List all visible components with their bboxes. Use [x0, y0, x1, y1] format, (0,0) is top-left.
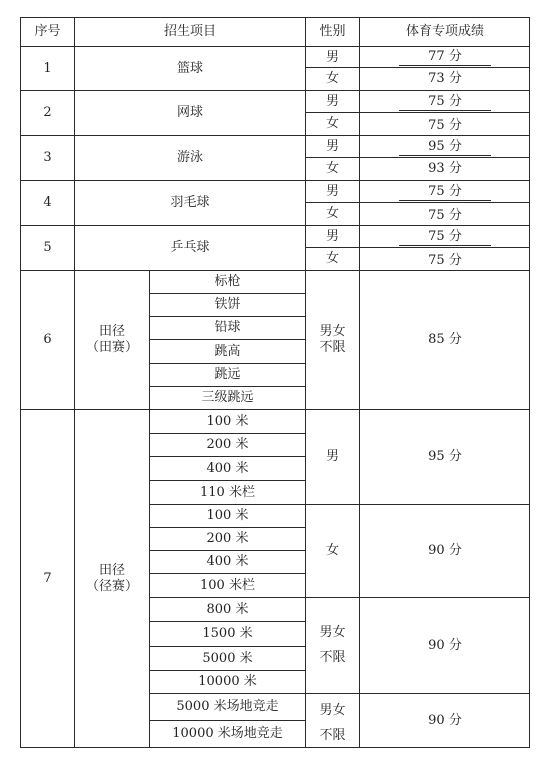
event-cell: 跳远	[214, 367, 241, 383]
item-cell: 乒乓球	[170, 240, 210, 256]
category-cell	[75, 410, 149, 747]
category-cell	[75, 271, 149, 409]
seq-cell: 3	[43, 150, 52, 166]
gender-male: 男	[325, 138, 339, 154]
gender-male: 男	[325, 228, 339, 244]
event-cell: 5000 米场地竞走	[176, 699, 279, 715]
gender-male: 男	[325, 49, 339, 65]
score-male: 77 分	[428, 49, 462, 65]
event-cell: 400 米	[206, 554, 249, 570]
gender-line: 不限	[319, 649, 346, 665]
gender-female: 女	[325, 116, 339, 132]
category-line: 田径	[98, 324, 125, 340]
event-cell: 400 米	[206, 460, 249, 476]
seq-cell: 4	[43, 195, 52, 211]
score-female: 75 分	[428, 253, 462, 269]
score-female: 93 分	[428, 161, 462, 177]
event-cell: 铁饼	[214, 297, 241, 313]
score-cell: 90 分	[428, 637, 462, 653]
gender-cell	[306, 598, 359, 693]
item-cell: 羽毛球	[170, 195, 210, 211]
event-cell: 100 米	[206, 508, 249, 524]
border-bottom	[20, 747, 530, 748]
event-cell: 100 米	[206, 413, 249, 429]
event-cell: 标枪	[214, 274, 241, 290]
gender-line: 男	[325, 449, 339, 465]
gender-male: 男	[325, 183, 339, 199]
gender-female: 女	[325, 251, 339, 267]
category-line: （径赛）	[85, 578, 138, 594]
gender-male: 男	[325, 93, 339, 109]
gender-line: 不限	[319, 727, 346, 743]
gender-line: 不限	[319, 340, 346, 355]
score-female: 75 分	[428, 208, 462, 224]
gender-female: 女	[325, 161, 339, 177]
score-male: 75 分	[428, 229, 462, 245]
item-cell: 游泳	[176, 150, 203, 166]
gender-female: 女	[325, 71, 339, 87]
gender-line: 男女	[319, 702, 346, 718]
event-cell: 三级跳远	[201, 390, 254, 406]
header-item: 招生项目	[163, 24, 216, 40]
gender-cell	[306, 694, 359, 747]
event-cell: 铅球	[214, 320, 241, 336]
score-cell: 85 分	[428, 332, 462, 348]
gender-line: 女	[325, 543, 339, 559]
score-cell: 90 分	[428, 543, 462, 559]
gender-line: 男女	[319, 624, 346, 640]
seq-cell: 6	[43, 332, 52, 348]
seq-cell: 5	[43, 240, 52, 256]
event-cell: 跳高	[214, 343, 241, 359]
seq-cell: 2	[43, 105, 52, 121]
event-cell: 200 米	[206, 531, 249, 547]
header-score: 体育专项成绩	[405, 24, 484, 40]
event-cell: 100 米栏	[200, 577, 255, 593]
category-line: 田径	[98, 562, 125, 578]
score-male: 95 分	[428, 139, 462, 155]
item-cell: 网球	[176, 105, 203, 121]
item-cell: 篮球	[176, 61, 203, 77]
gender-female: 女	[325, 206, 339, 222]
seq-cell: 1	[43, 61, 52, 77]
score-cell: 95 分	[428, 449, 462, 465]
score-female: 75 分	[428, 118, 462, 134]
header-seq: 序号	[34, 24, 61, 40]
event-cell: 800 米	[206, 601, 249, 617]
gender-line: 男女	[319, 324, 346, 340]
admission-score-table	[20, 17, 530, 748]
event-cell: 10000 米	[198, 674, 257, 690]
event-cell: 200 米	[206, 437, 249, 453]
gender-cell	[306, 410, 359, 504]
gender-cell	[306, 505, 359, 597]
score-female: 73 分	[428, 71, 462, 87]
gender-cell	[306, 271, 359, 409]
header-gender: 性别	[319, 24, 346, 40]
event-cell: 1500 米	[202, 626, 253, 642]
category-line: （田赛）	[85, 340, 138, 355]
event-cell: 5000 米	[202, 650, 253, 666]
event-cell: 10000 米场地竞走	[172, 726, 283, 742]
seq-cell: 7	[43, 570, 52, 586]
event-cell: 110 米栏	[200, 484, 255, 500]
score-male: 75 分	[428, 94, 462, 110]
score-male: 75 分	[428, 184, 462, 200]
score-cell: 90 分	[428, 712, 462, 728]
